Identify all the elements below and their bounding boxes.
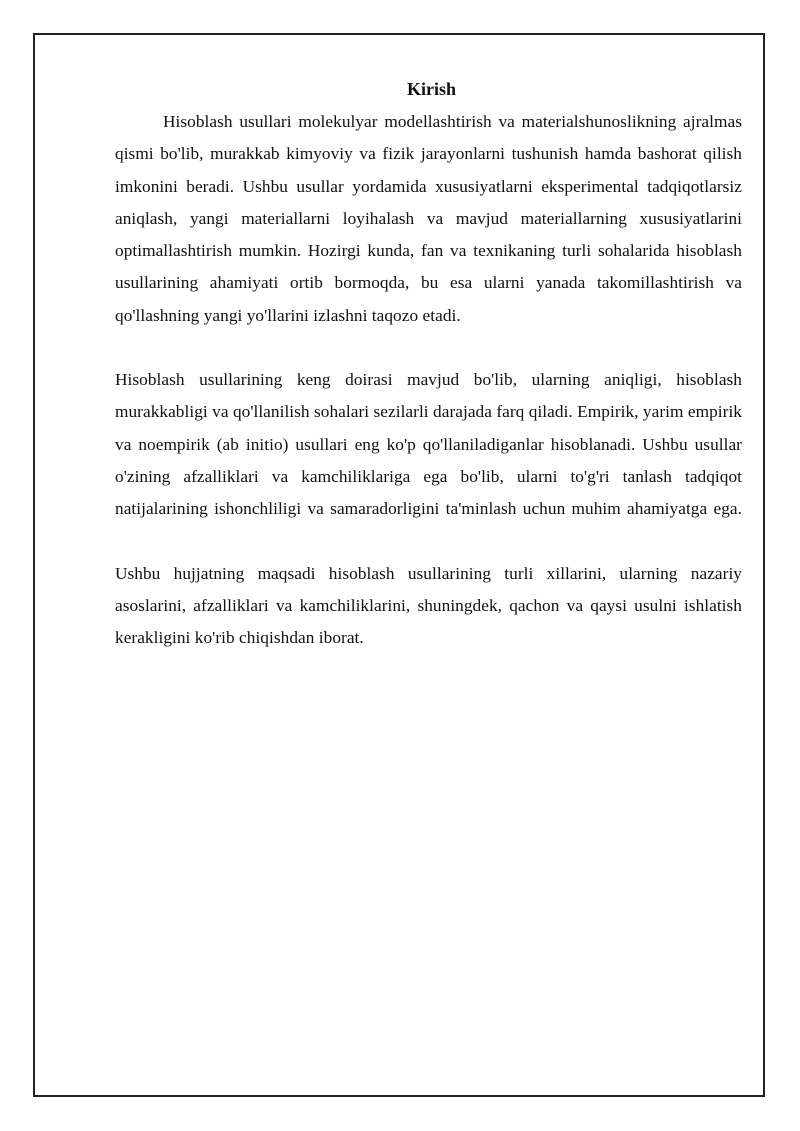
paragraph-intro: Hisoblash usullari molekulyar modellashtirish va materialshunoslikning ajralmas qismi bo'lib, murakkab kimyoviy va fizik jarayonlarni tushunish hamda bashorat qilish imkonini beradi. Ushbu usullar yordamida xususiyatlarni eksperimental tadqiqotlarsiz aniqlash, yangi materiallarni loyihalash va mavjud materiallarning xususiyatlarini optimallashtirish mumkin. Hozirgi kunda, fan va texnikaning turli sohalarida hisoblash usullarining ahamiyati ortib bormoqda, bu esa ularni yanada takomillashtirish va qo'llashning yangi yo'llarini izlashni taqozo etadi. (115, 112, 742, 325)
paragraph-gap (115, 332, 742, 364)
paragraph-gap (115, 526, 742, 558)
paragraph-methods: Hisoblash usullarining keng doirasi mavjud bo'lib, ularning aniqligi, hisoblash murakkabligi va qo'llanilish sohalari sezilarli darajada farq qiladi. Empirik, yarim empirik va noempirik (ab initio) usullari eng ko'p qo'llaniladiganlar hisoblanadi. Ushbu usullar o'zining afzalliklari va kamchiliklariga ega bo'lib, ularni to'g'ri tanlash tadqiqot natijalarining ishonchliligi va samaradorligini ta'minlash uchun muhim ahamiyatga ega. (115, 370, 742, 519)
document-body (115, 76, 742, 654)
page-title: Kirish (406, 79, 456, 99)
paragraph-purpose: Ushbu hujjatning maqsadi hisoblash usullarining turli xillarini, ularning nazariy asoslarini, afzalliklari va kamchiliklarini, shuningdek, qachon va qaysi usulni ishlatish kerakligini ko'rib chiqishdan iborat. (115, 563, 742, 648)
